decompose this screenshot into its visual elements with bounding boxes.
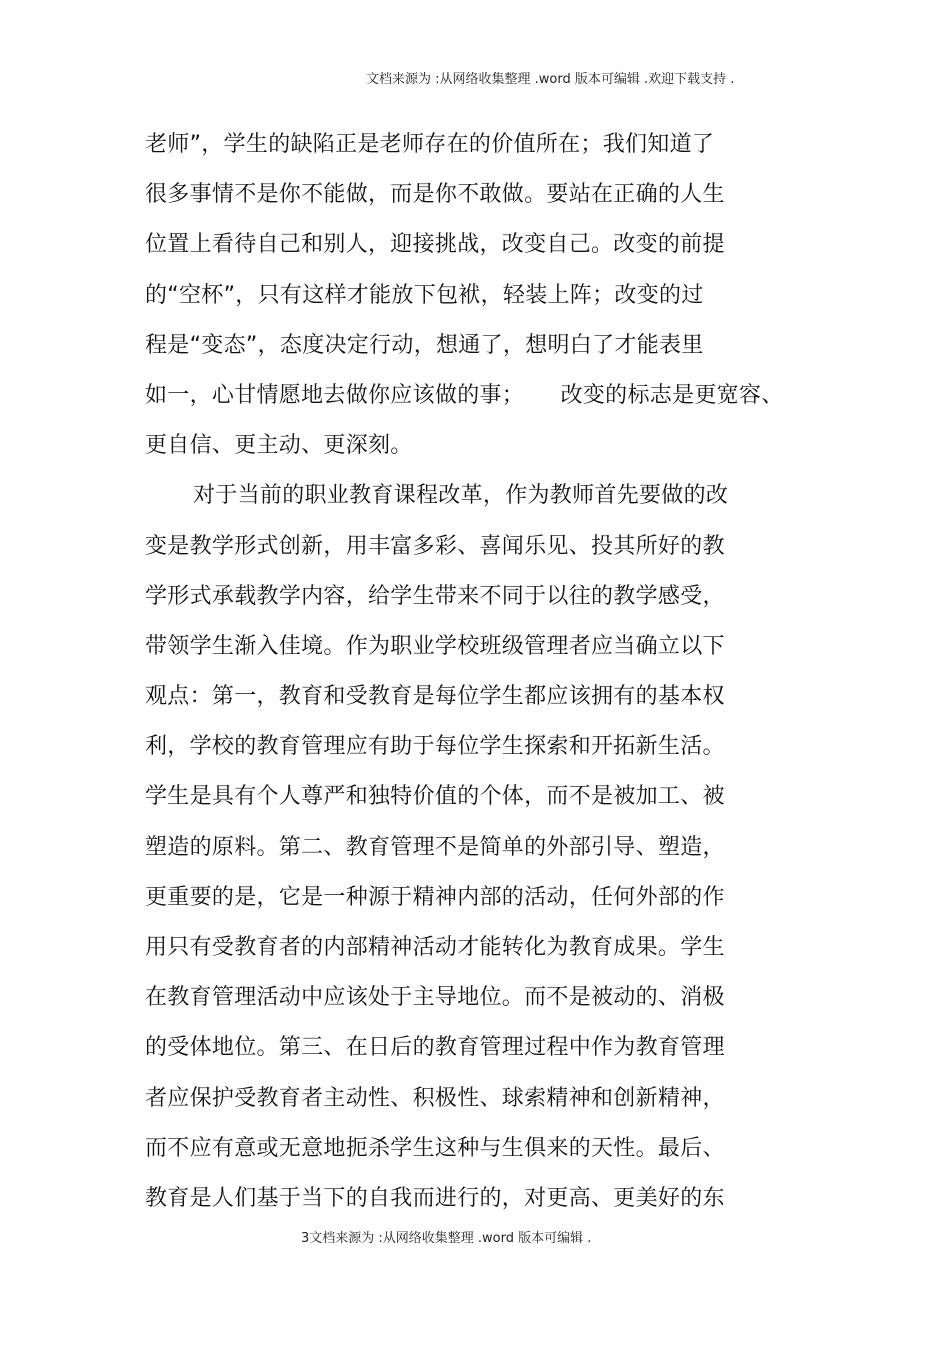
text-line: 位置上看待自己和别人，迎接挑战，改变自己。改变的前提 [145,232,725,258]
text-line: 而不应有意或无意地扼杀学生这种与生俱来的天性。最后、 [145,1135,725,1161]
text-line: 在教育管理活动中应该处于主导地位。而不是被动的、消极 [145,985,725,1011]
text-line: 程是“变态”，态度决定行动，想通了，想明白了才能表里 [145,332,704,358]
text-line: 很多事情不是你不能做，而是你不敢做。要站在正确的人生 [145,182,725,208]
text-line: 带领学生渐入佳境。作为职业学校班级管理者应当确立以下 [145,633,725,659]
text-line: 学生是具有个人尊严和独特价值的个体，而不是被加工、被 [145,784,725,810]
text-line: 老师”，学生的缺陷正是老师存在的价值所在；我们知道了 [145,132,715,157]
text-line: 更重要的是，它是一种源于精神内部的活动，任何外部的作 [145,884,725,910]
text-line: 的“空杯”，只有这样才能放下包袱，轻装上阵；改变的过 [145,282,704,308]
page-header: 文档来源为 :从网络收集整理 .word 版本可编辑 .欢迎下载支持 . [366,72,735,87]
text-line: 如一，心甘情愿地去做你应该做的事； 改变的标志是更宽容、 [145,382,784,408]
page-footer: 3文档来源为 :从网络收集整理 .word 版本可编辑 . [301,1231,592,1246]
text-line: 的受体地位。第三、在日后的教育管理过程中作为教育管理 [145,1035,725,1061]
body-text [145,120,805,1224]
text-line: 利，学校的教育管理应有助于每位学生探索和开拓新生活。 [145,734,725,760]
text-line: 用只有受教育者的内部精神活动才能转化为教育成果。学生 [145,935,725,960]
text-line: 塑造的原料。第二、教育管理不是简单的外部引导、塑造， [145,834,725,860]
text-line: 变是教学形式创新，用丰富多彩、喜闻乐见、投其所好的教 [145,533,725,559]
text-line: 学形式承载教学内容，给学生带来不同于以往的教学感受， [145,583,725,609]
text-line: 更自信、更主动、更深刻。 [145,433,413,459]
text-line: 观点：第一，教育和受教育是每位学生都应该拥有的基本权 [145,684,725,710]
text-line: 者应保护受教育者主动性、积极性、球索精神和创新精神， [145,1085,725,1111]
paragraph-start-line: 对于当前的职业教育课程改革，作为教师首先要做的改 [193,483,729,509]
text-line: 教育是人们基于当下的自我而进行的，对更高、更美好的东 [145,1185,725,1211]
